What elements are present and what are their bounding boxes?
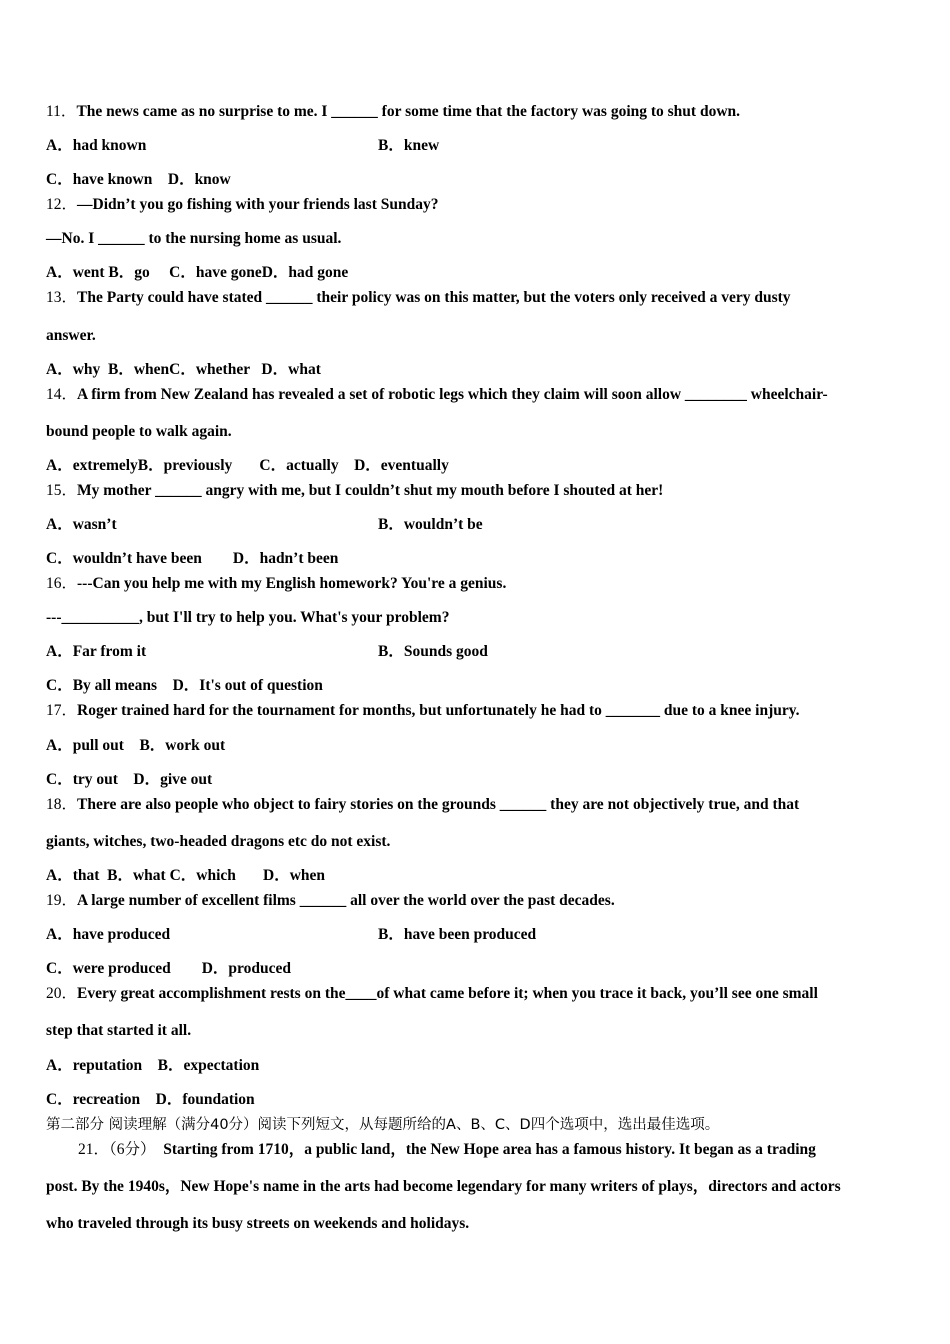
question-stem-continued: giants, witches, two-headed dragons etc do not exist.	[46, 833, 391, 850]
question-20	[46, 985, 818, 1003]
question-stem: My mother ______ angry with me, but I couldn’t shut my mouth before I shouted at her!	[77, 482, 664, 499]
question-stem: A large number of excellent films ______ all over the world over the past decades.	[77, 892, 615, 909]
section-heading: 第二部分 阅读理解（满分40分）阅读下列短文，从每题所给的A、B、C、D四个选项中，选出最佳选项。	[46, 1117, 720, 1133]
question-stem: —Didn’t you go fishing with your friends last Sunday?	[77, 196, 439, 213]
question-number: 19．	[46, 892, 78, 909]
options-c-d: C．try out D．give out	[46, 771, 213, 788]
question-15	[46, 482, 663, 500]
question-number: 20．	[46, 985, 78, 1002]
question-stem: Every great accomplishment rests on the____of what came before it; when you trace it back, you’ll see one small	[77, 985, 818, 1002]
option-b: B．wouldn’t be	[378, 516, 483, 533]
question-number: 14．	[46, 386, 78, 403]
question-number: 21．（6分）	[78, 1141, 156, 1158]
option-a: A．had known	[46, 137, 147, 154]
question-16	[46, 575, 506, 593]
question-number: 12．	[46, 196, 78, 213]
options-c-d: C．recreation D．foundation	[46, 1091, 255, 1108]
options-line: A．went B．go C．have goneD．had gone	[46, 264, 349, 281]
passage-line: post. By the 1940s，New Hope's name in the arts had become legendary for many writers of plays，directors and actors	[46, 1178, 841, 1195]
options-a-b: A．pull out B．work out	[46, 737, 226, 754]
dialogue-reply: —No. I ______ to the nursing home as usual.	[46, 230, 342, 247]
passage-line: who traveled through its busy streets on weekends and holidays.	[46, 1215, 470, 1232]
options-c-d: C．were produced D．produced	[46, 960, 291, 977]
question-stem: ---Can you help me with my English homework? You're a genius.	[77, 575, 507, 592]
question-stem: Roger trained hard for the tournament for months, but unfortunately he had to _______ due to a knee injury.	[77, 702, 800, 719]
options-c-d: C．wouldn’t have been D．hadn’t been	[46, 550, 339, 567]
dialogue-reply: ---__________, but I'll try to help you. What's your problem?	[46, 609, 450, 626]
options-line: A．why B．whenC．whether D．what	[46, 361, 321, 378]
question-stem: A firm from New Zealand has revealed a set of robotic legs which they claim will soon allow ________ wheelchair-	[77, 386, 828, 403]
options-a-b: A．reputation B．expectation	[46, 1057, 260, 1074]
question-number: 16．	[46, 575, 78, 592]
question-stem-continued: bound people to walk again.	[46, 423, 232, 440]
question-17	[46, 702, 800, 720]
options-line: A．extremelyB．previously C．actually D．eventually	[46, 457, 449, 474]
question-12	[46, 196, 438, 214]
options-c-d: C．By all means D．It's out of question	[46, 677, 323, 694]
option-a: A．have produced	[46, 926, 171, 943]
option-a: A．wasn’t	[46, 516, 117, 533]
option-a: A．Far from it	[46, 643, 147, 660]
question-13	[46, 289, 791, 307]
question-number: 18．	[46, 796, 78, 813]
question-14	[46, 386, 828, 404]
option-b: B．Sounds good	[378, 643, 488, 660]
question-stem: There are also people who object to fairy stories on the grounds ______ they are not objectively true, and that	[77, 796, 800, 813]
question-21	[78, 1141, 816, 1159]
option-b: B．knew	[378, 137, 440, 154]
question-stem-continued: answer.	[46, 327, 96, 344]
options-c-d: C．have known D．know	[46, 171, 231, 188]
question-19	[46, 892, 615, 910]
question-18	[46, 796, 799, 814]
question-number: 15．	[46, 482, 78, 499]
question-stem: The Party could have stated ______ their policy was on this matter, but the voters only received a very dusty	[77, 289, 791, 306]
question-number: 17．	[46, 702, 78, 719]
question-number: 11．	[46, 103, 77, 120]
passage-line: Starting from 1710，a public land，the New Hope area has a famous history. It began as a trading	[163, 1141, 816, 1158]
question-11	[46, 103, 740, 121]
options-line: A．that B．what C．which D．when	[46, 867, 326, 884]
question-stem-continued: step that started it all.	[46, 1022, 192, 1039]
option-b: B．have been produced	[378, 926, 537, 943]
question-stem: The news came as no surprise to me. I ______ for some time that the factory was going to shut down.	[76, 103, 741, 120]
question-number: 13．	[46, 289, 78, 306]
